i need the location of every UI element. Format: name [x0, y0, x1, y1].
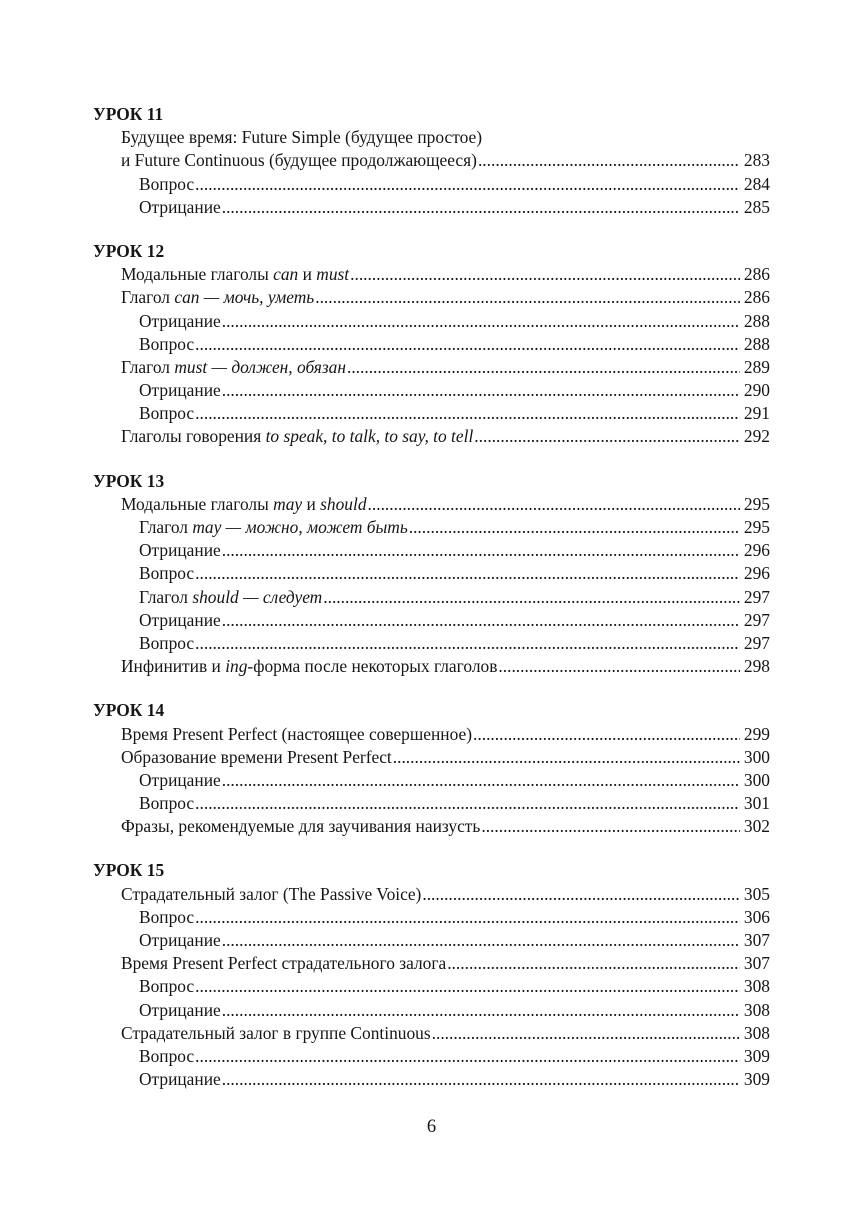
entry-title-text: -форма после некоторых глаголов — [247, 656, 498, 677]
entry-title — [139, 792, 194, 815]
toc-entry — [93, 402, 770, 425]
dot-leader — [221, 609, 740, 632]
entry-title — [139, 562, 194, 585]
entry-title-italic: ing — [225, 656, 248, 677]
toc-entry — [93, 906, 770, 929]
entry-title-italic: must — должен, обязан — [174, 356, 346, 377]
page-ref: 309 — [743, 1069, 770, 1090]
toc-entry — [93, 769, 770, 792]
toc-entry — [93, 883, 770, 906]
entry-title — [139, 1068, 221, 1091]
entry-title — [139, 999, 221, 1022]
page-ref: 301 — [743, 793, 770, 814]
entry-title — [139, 402, 194, 425]
dot-leader — [194, 1045, 740, 1068]
toc-entry — [93, 999, 770, 1022]
dot-leader — [421, 883, 740, 906]
toc-entry — [93, 263, 770, 286]
dot-leader — [472, 723, 740, 746]
page-ref: 308 — [743, 999, 770, 1020]
dot-leader — [477, 149, 740, 172]
entry-title-text: Отрицание — [139, 609, 221, 630]
dot-leader — [346, 356, 740, 379]
toc-entry — [93, 516, 770, 539]
entry-title-text: Модальные глаголы — [121, 493, 274, 514]
dot-leader — [367, 493, 740, 516]
page-ref: 308 — [743, 976, 770, 997]
entry-title-text: и Future Continuous (будущее продолжающееся) — [121, 150, 477, 171]
entry-title-text: Вопрос — [139, 906, 195, 927]
lesson-heading: УРОК 13 — [93, 470, 165, 491]
dot-leader — [194, 632, 740, 655]
lesson-section — [93, 103, 770, 219]
entry-title-text: Отрицание — [139, 930, 221, 950]
lesson-heading: УРОК 15 — [93, 860, 165, 881]
lesson-section — [93, 470, 770, 679]
page-ref: 285 — [743, 196, 770, 217]
entry-title — [139, 196, 221, 219]
toc-entry — [93, 149, 770, 172]
entry-title — [139, 1045, 194, 1068]
toc-entry — [93, 792, 770, 815]
toc-entry — [93, 746, 770, 769]
entry-title — [121, 493, 367, 516]
entry-title-text: Отрицание — [139, 310, 221, 331]
lesson-heading: УРОК 14 — [93, 700, 165, 721]
entry-title-text: Глаголы говорения — [121, 426, 266, 447]
dot-leader — [194, 173, 740, 196]
page-ref: 305 — [743, 883, 770, 904]
dot-leader — [322, 586, 740, 609]
dot-leader — [194, 906, 740, 929]
dot-leader — [480, 815, 740, 838]
page-ref: 286 — [743, 287, 770, 308]
toc-entry — [93, 425, 770, 448]
dot-leader — [221, 310, 740, 333]
entry-title — [139, 333, 194, 356]
dot-leader — [194, 562, 740, 585]
page-ref: 284 — [743, 173, 770, 194]
entry-title-text: и — [302, 493, 321, 514]
page-number: 6 — [426, 1117, 437, 1137]
entry-title-text: Инфинитив и — [121, 656, 226, 677]
entry-title — [139, 769, 221, 792]
page-ref: 295 — [743, 493, 770, 514]
toc-entry — [93, 1022, 770, 1045]
page-ref: 295 — [743, 517, 770, 537]
dot-leader — [392, 746, 740, 769]
entry-title-text: Вопрос — [139, 333, 195, 354]
lesson-section — [93, 240, 770, 449]
entry-title — [139, 975, 194, 998]
entry-title — [121, 655, 497, 678]
entry-title-text: Будущее время: Future Simple (будущее простое) — [121, 127, 482, 148]
entry-title-text: Вопрос — [139, 1045, 195, 1066]
dot-leader — [408, 516, 740, 539]
toc-entry — [93, 655, 770, 678]
dot-leader — [221, 769, 740, 792]
entry-title-italic: can — [273, 264, 299, 285]
entry-title-text: Отрицание — [139, 380, 221, 401]
entry-title — [121, 425, 473, 448]
toc-entry — [93, 952, 770, 975]
toc-entry — [93, 173, 770, 196]
dot-leader — [314, 286, 740, 309]
toc-entry — [93, 356, 770, 379]
page-ref: 286 — [743, 264, 770, 285]
lesson-heading: УРОК 12 — [93, 240, 165, 261]
toc-entry — [93, 586, 770, 609]
toc-entry — [93, 126, 770, 149]
entry-title-italic: to speak, to talk, to say, to tell — [265, 426, 474, 447]
entry-title — [139, 586, 322, 609]
page-ref: 288 — [743, 310, 770, 331]
toc-entry — [93, 196, 770, 219]
page-ref: 300 — [743, 746, 770, 767]
page-ref: 299 — [743, 723, 770, 744]
entry-title-text: Вопрос — [139, 793, 195, 814]
entry-title — [139, 929, 221, 952]
toc-entry — [93, 609, 770, 632]
page-ref: 296 — [743, 540, 770, 561]
entry-title-text: Вопрос — [139, 173, 195, 194]
dot-leader — [221, 1068, 740, 1091]
dot-leader — [194, 402, 740, 425]
page-ref: 297 — [743, 609, 770, 630]
toc-entry — [93, 310, 770, 333]
entry-title — [139, 379, 221, 402]
entry-title-text: Отрицание — [139, 540, 221, 561]
page-ref: 308 — [743, 1022, 770, 1043]
entry-title-text: Глагол — [139, 517, 193, 537]
entry-title-text: Фразы, рекомендуемые для заучивания наизусть — [121, 816, 481, 837]
entry-title-text: Вопрос — [139, 632, 195, 653]
entry-title-text: Вопрос — [139, 563, 195, 584]
entry-title-text: Отрицание — [139, 769, 221, 790]
entry-title-text: Образование времени Present Perfect — [121, 746, 392, 767]
dot-leader — [221, 929, 740, 952]
lesson-section — [93, 699, 770, 838]
lesson-heading: УРОК 11 — [93, 104, 164, 124]
toc-entry — [93, 333, 770, 356]
entry-title — [121, 1022, 431, 1045]
entry-title-italic: may — можно, может быть — [192, 517, 408, 537]
entry-title-text: Страдательный залог (The Passive Voice) — [121, 883, 422, 904]
entry-title — [139, 516, 408, 539]
entry-title — [121, 815, 480, 838]
page-ref: 307 — [743, 953, 770, 974]
toc-entry — [93, 632, 770, 655]
entry-title-text: Глагол — [121, 287, 175, 308]
entry-title — [139, 539, 221, 562]
page-ref: 283 — [743, 150, 770, 171]
entry-title-text: Глагол — [139, 586, 193, 607]
page-ref: 307 — [743, 930, 770, 950]
page-ref: 309 — [743, 1045, 770, 1066]
page-ref: 298 — [743, 656, 770, 677]
dot-leader — [473, 425, 740, 448]
page-ref: 290 — [743, 380, 770, 401]
entry-title-italic: should — следует — [192, 586, 323, 607]
entry-title-italic: may — [273, 493, 303, 514]
entry-title-text: Отрицание — [139, 999, 221, 1020]
entry-title — [121, 883, 421, 906]
dot-leader — [194, 975, 740, 998]
entry-title — [121, 952, 446, 975]
entry-title-text: Время Present Perfect (настоящее совершенное) — [121, 723, 473, 744]
toc-entry — [93, 379, 770, 402]
dot-leader — [431, 1022, 740, 1045]
entry-title — [121, 746, 392, 769]
toc-entry — [93, 929, 770, 952]
entry-title-text: Глагол — [121, 356, 175, 377]
entry-title-text: Отрицание — [139, 196, 221, 217]
entry-title — [121, 149, 477, 172]
dot-leader — [221, 539, 740, 562]
entry-title — [139, 906, 194, 929]
toc-entry — [93, 815, 770, 838]
toc-entry — [93, 493, 770, 516]
dot-leader — [194, 792, 740, 815]
dot-leader — [446, 952, 740, 975]
page-ref: 297 — [743, 586, 770, 607]
entry-title-italic: must — [316, 264, 350, 285]
entry-title-text: и — [298, 264, 317, 285]
entry-title — [139, 609, 221, 632]
entry-title-text: Модальные глаголы — [121, 264, 274, 285]
toc-entry — [93, 562, 770, 585]
page-ref: 292 — [743, 426, 770, 447]
dot-leader — [349, 263, 740, 286]
toc-entry — [93, 286, 770, 309]
entry-title — [139, 632, 194, 655]
entry-title-text: Страдательный залог в группе Continuous — [121, 1022, 431, 1043]
dot-leader — [497, 655, 740, 678]
toc-entry — [93, 975, 770, 998]
dot-leader — [221, 379, 740, 402]
table-of-contents — [93, 103, 770, 1091]
dot-leader — [221, 999, 740, 1022]
toc-entry — [93, 539, 770, 562]
page-ref: 291 — [743, 403, 770, 424]
toc-entry — [93, 1045, 770, 1068]
entry-title-italic: should — [320, 493, 367, 514]
entry-title — [121, 286, 314, 309]
toc-entry — [93, 1068, 770, 1091]
entry-title-text: Отрицание — [139, 1069, 221, 1090]
page-ref: 300 — [743, 769, 770, 790]
entry-title — [121, 126, 482, 149]
entry-title-italic: can — мочь, уметь — [174, 287, 315, 308]
entry-title — [139, 173, 194, 196]
dot-leader — [194, 333, 740, 356]
page-ref: 297 — [743, 632, 770, 653]
toc-entry — [93, 723, 770, 746]
page-ref: 302 — [743, 816, 770, 837]
entry-title — [139, 310, 221, 333]
entry-title — [121, 263, 349, 286]
entry-title — [121, 723, 472, 746]
entry-title — [121, 356, 346, 379]
page-ref: 288 — [743, 333, 770, 354]
entry-title-text: Вопрос — [139, 403, 195, 424]
entry-title-text: Вопрос — [139, 976, 195, 997]
page-ref: 289 — [743, 356, 770, 377]
page-ref: 306 — [743, 906, 770, 927]
entry-title-text: Время Present Perfect страдательного залога — [121, 953, 447, 974]
dot-leader — [221, 196, 740, 219]
lesson-section — [93, 859, 770, 1091]
page-ref: 296 — [743, 563, 770, 584]
